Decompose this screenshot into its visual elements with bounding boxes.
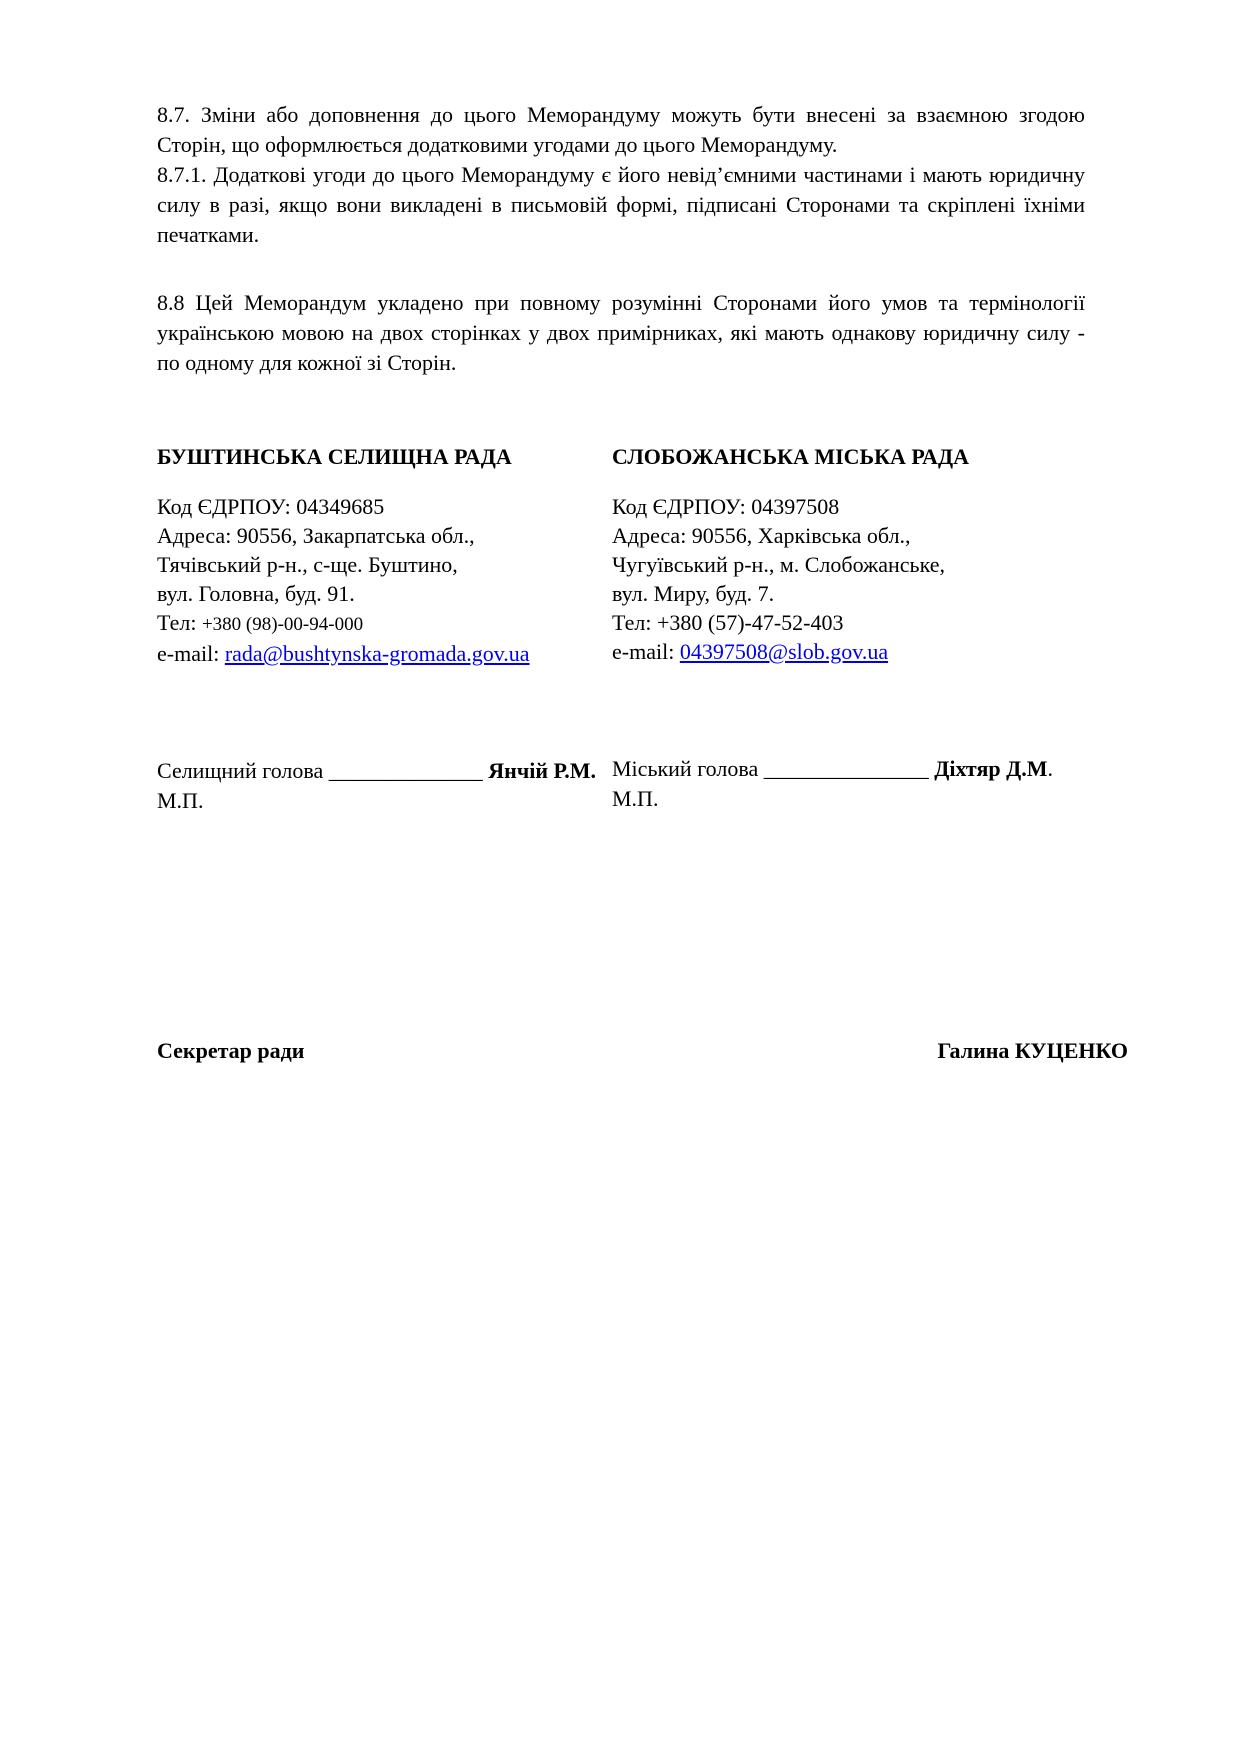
party-left-address-3: вул. Головна, буд. 91. — [157, 581, 355, 606]
party-right-email-line — [612, 637, 1085, 666]
paragraph-8-7: 8.7. Зміни або доповнення до цього Меморандуму можуть бути внесені за взаємною згодою Сторін, що оформлюється додатковими угодами до цього Меморандуму. — [157, 102, 1085, 157]
party-left-signature-line: ______________ — [328, 758, 483, 783]
party-left-edrpou: Код ЄДРПОУ: 04349685 — [157, 494, 385, 519]
party-right-signature-row — [612, 754, 1085, 784]
party-left-address-1: Адреса: 90556, Закарпатська обл., — [157, 523, 475, 548]
parties-section — [157, 442, 1085, 816]
party-left-title: БУШТИНСЬКА СЕЛИЩНА РАДА — [157, 444, 512, 469]
paragraph-8-8: 8.8 Цей Меморандум укладено при повному розумінні Сторонами його умов та термінології українською мовою на двох сторінках у двох примірниках, які мають однакову юридичну силу - по одному для кожної зі Сторін. — [157, 290, 1085, 375]
party-right-address-2: Чугуївський р-н., м. Слобожанське, — [612, 552, 945, 577]
party-left-column — [157, 442, 612, 816]
paragraph-8-7-1: 8.7.1. Додаткові угоди до цього Меморандуму є його невід’ємними частинами і мають юридичну силу в разі, якщо вони викладені в письмовій формі, підписані Сторонами та скріплені їхніми печатками. — [157, 162, 1085, 247]
party-left-signer-name: Янчій Р.М. — [488, 758, 596, 783]
party-left-phone-line — [157, 608, 612, 639]
party-left-email-line — [157, 639, 612, 668]
party-right-signature-line: _______________ — [763, 756, 929, 781]
party-right-stamp-label: М.П. — [612, 786, 659, 811]
party-right-phone-label: Тел: — [612, 610, 652, 635]
party-left-stamp-label: М.П. — [157, 788, 204, 813]
secretary-title: Секретар ради — [157, 1038, 305, 1063]
party-left-phone-value: +380 (98)-00-94-000 — [201, 614, 364, 635]
party-right-email-label: e-mail: — [612, 639, 675, 664]
secretary-name: Галина КУЦЕНКО — [937, 1038, 1128, 1063]
party-right-edrpou: Код ЄДРПОУ: 04397508 — [612, 494, 840, 519]
party-left-signer-title: Селищний голова — [157, 758, 324, 783]
party-left-email-label: e-mail: — [157, 641, 220, 666]
party-right-title: СЛОБОЖАНСЬКА МІСЬКА РАДА — [612, 444, 969, 469]
party-right-column — [612, 442, 1085, 816]
party-left-signature-row — [157, 756, 612, 786]
party-right-email-link[interactable]: 04397508@slob.gov.ua — [679, 639, 889, 664]
party-left-address-2: Тячівський р-н., с-ще. Буштино, — [157, 552, 458, 577]
party-right-signer-name: Діхтяр Д.М — [934, 756, 1048, 781]
party-left-phone-label: Тел: — [157, 610, 197, 635]
party-right-phone-line — [612, 608, 1085, 637]
party-right-signer-name-suffix: . — [1047, 756, 1053, 781]
party-right-address-3: вул. Миру, буд. 7. — [612, 581, 775, 606]
party-right-address-1: Адреса: 90556, Харківська обл., — [612, 523, 911, 548]
party-right-signer-title: Міський голова — [612, 756, 759, 781]
secretary-signature-row — [0, 1038, 1240, 1064]
party-left-email-link[interactable]: rada@bushtynska-gromada.gov.ua — [224, 641, 530, 666]
document-body — [0, 0, 1240, 816]
party-right-phone-value: +380 (57)-47-52-403 — [656, 610, 844, 635]
